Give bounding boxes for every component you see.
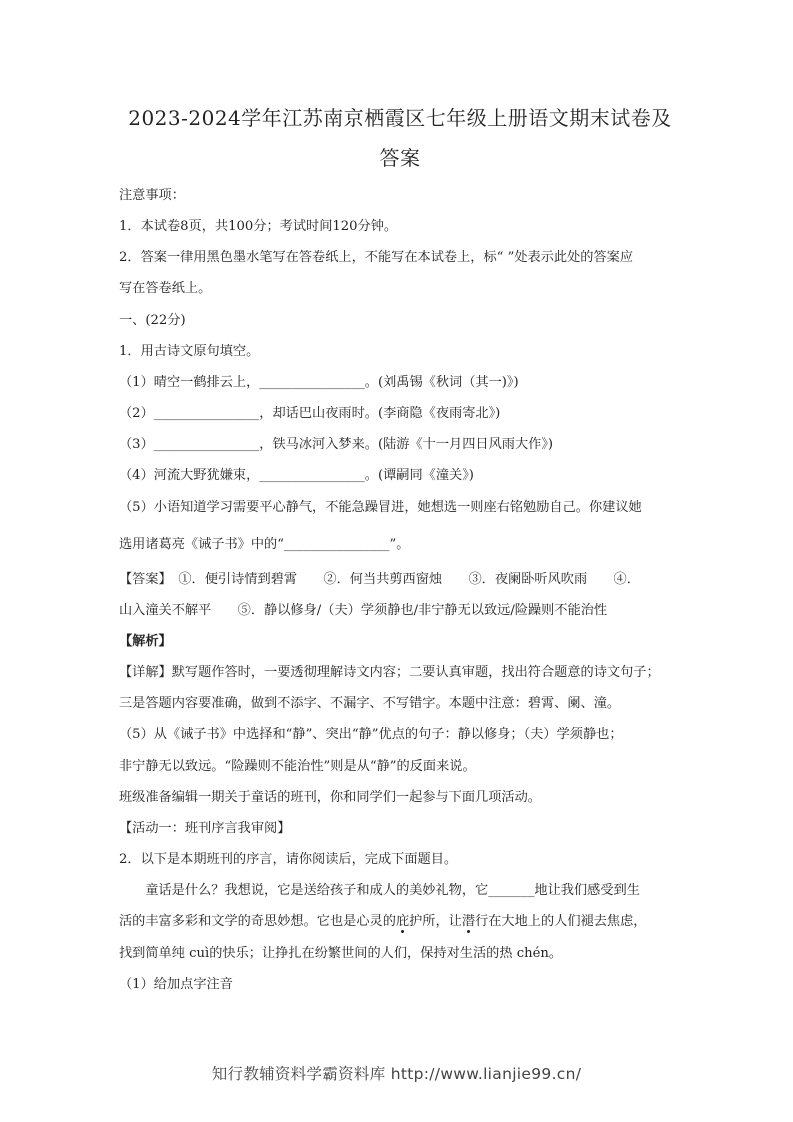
q2-prompt: 2．以下是本期班刊的序言，请你阅读后，完成下面题目。	[119, 852, 458, 867]
q1-item-1: （1）晴空一鹤排云上，________________。(刘禹锡《秋词（其一)》)	[119, 375, 519, 390]
page-footer: 知行教辅资料学霸资料库 http://www.lianjie99.cn/	[211, 1065, 582, 1083]
q1-item-3: （3）________________，铁马冰河入梦来。(陆游《十一月四日风雨大作》)	[119, 437, 554, 452]
q2-sub-1: （1）给加点字注音	[119, 977, 233, 992]
q1-prompt: 1．用古诗文原句填空。	[119, 344, 260, 359]
preface-blank: _______	[488, 883, 535, 898]
preface-text: 行在大地上的人们褪去焦虑，	[475, 914, 647, 929]
analysis-heading: 【解析】	[119, 634, 172, 649]
analysis-detail-line2: 三是答题内容要准确，做到不添字、不漏字、不写错字。本题中注意：碧霄、阑、潼。	[119, 696, 621, 711]
doc-title-line1: 2023-2024学年江苏南京栖霞区七年级上册语文期末试卷及	[128, 106, 672, 130]
answer-line1: 【答案】 ①．便引诗情到碧霄 ②．何当共剪西窗烛 ③．夜阑卧听风吹雨 ④．	[119, 572, 640, 587]
doc-title-line2: 答案	[379, 146, 421, 170]
analysis-detail-line4: 非宁静无以致远。“险躁则不能治性”则是从“静”的反面来说。	[119, 759, 476, 774]
preface-text: 护所，让	[409, 914, 462, 929]
dotted-char: 潜	[461, 914, 476, 929]
preface-line2	[119, 912, 679, 932]
preface-text: 童话是什么？我想说，它是送给孩子和成人的美妙礼物，它	[119, 883, 489, 898]
notes-item-1: 1．本试卷8页，共100分；考试时间120分钟。	[119, 219, 398, 234]
q1-item-2: （2）________________，却话巴山夜雨时。(李商隐《夜雨寄北》)	[119, 406, 501, 421]
activity-intro: 班级准备编辑一期关于童话的班刊，你和同学们一起参与下面几项活动。	[119, 790, 541, 805]
notes-heading: 注意事项：	[119, 188, 185, 203]
q1-item-4: （4）河流大野犹嫌束，________________。(谭嗣同《潼关》)	[119, 468, 474, 483]
analysis-detail-line3: （5）从《诫子书》中选择和“静”、突出“静”优点的句子：静以修身；（夫）学须静也；	[119, 727, 623, 742]
analysis-detail-line1: 【详解】默写题作答时，一要透彻理解诗文内容；二要认真审题，找出符合题意的诗文句子；	[119, 665, 660, 680]
dotted-char: 庇	[395, 914, 410, 929]
section1-heading: 一、(22分)	[119, 313, 186, 328]
preface-text: 活的丰富多彩和文学的奇思妙想。它也是心灵的	[119, 914, 396, 929]
activity-heading: 【活动一：班刊序言我审阅】	[119, 821, 291, 836]
preface-text: 地让我们感受到生	[534, 883, 640, 898]
q1-item-5-line1: （5）小语知道学习需要平心静气，不能急躁冒进，她想选一则座右铭勉励自己。你建议她	[119, 500, 642, 515]
q1-item-5-line2: 选用诸葛亮《诫子书》中的“________________”。	[119, 537, 410, 552]
preface-line1	[119, 881, 679, 901]
preface-line3: 找到简单纯 cuì的快乐；让挣扎在纷繁世间的人们，保持对生活的热 chén。	[119, 946, 563, 961]
notes-item-2-line1: 2．答案一律用黑色墨水笔写在答卷纸上，不能写在本试卷上，标“ ”处表示此处的答案应	[119, 250, 633, 265]
answer-line2: 山入潼关不解平 ⑤．静以修身/（夫）学须静也/非宁静无以致远/险躁则不能治性	[119, 603, 608, 618]
notes-item-2-line2: 写在答卷纸上。	[119, 281, 212, 296]
